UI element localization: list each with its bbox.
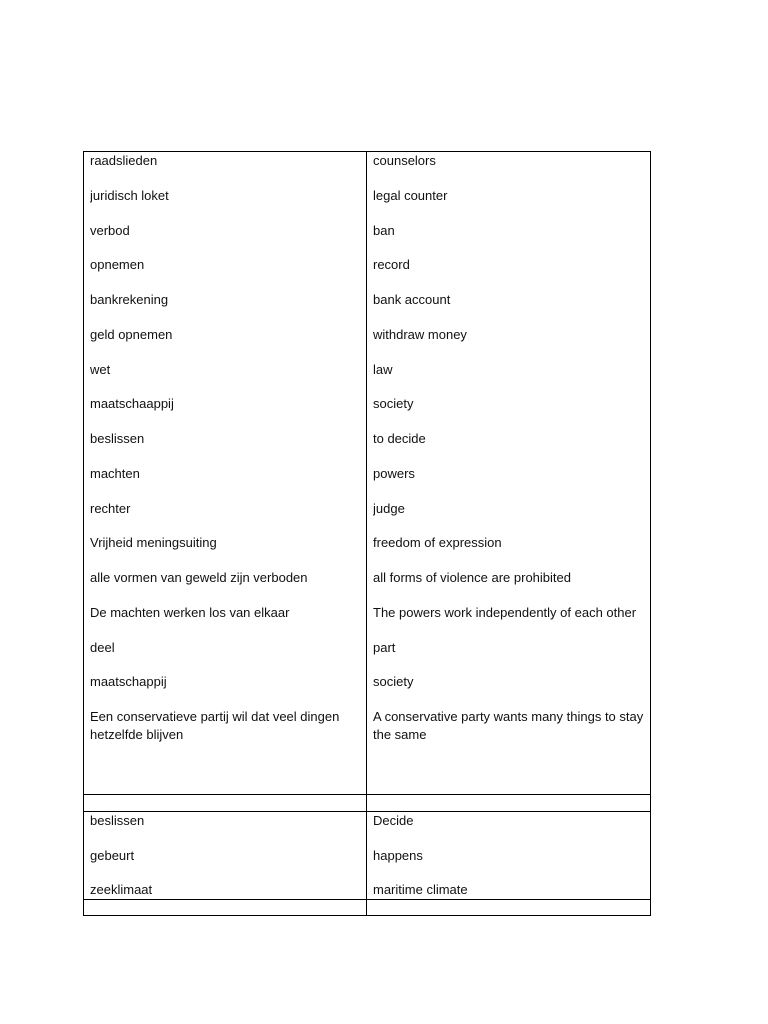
empty-row [84, 795, 651, 812]
dutch-word: beslissen [90, 431, 145, 446]
english-word: withdraw money [373, 326, 467, 342]
english-word: ban [373, 222, 395, 238]
empty-cell [84, 795, 367, 812]
dutch-word: machten [90, 465, 140, 481]
dutch-column-cell [84, 152, 367, 795]
dutch-word: juridisch loket [90, 187, 169, 203]
english-word-list [373, 152, 644, 744]
english-word: legal counter [373, 187, 448, 203]
vocabulary-table [83, 151, 651, 916]
english-word: Decide [373, 813, 414, 828]
dutch-column-cell [84, 812, 367, 900]
dutch-word: zeeklimaat [90, 882, 153, 897]
table-row [84, 812, 651, 900]
english-word: bank account [373, 292, 451, 307]
empty-cell [367, 795, 651, 812]
english-word: all forms of violence are prohibited [373, 570, 571, 585]
dutch-word: Vrijheid meningsuiting [90, 535, 217, 551]
english-word: society [373, 674, 414, 690]
dutch-word-list [90, 152, 360, 744]
english-word: The powers work independently of each other [373, 604, 637, 620]
empty-cell [367, 900, 651, 916]
dutch-word: De machten werken los van elkaar [90, 604, 290, 620]
english-column-cell [367, 812, 651, 900]
english-sentence: A conservative party wants many things to stay the same [373, 709, 644, 743]
english-word: to decide [373, 431, 426, 446]
dutch-word: beslissen [90, 813, 145, 828]
english-word: society [373, 396, 414, 412]
dutch-word: verbod [90, 222, 130, 238]
dutch-word: alle vormen van geweld zijn verboden [90, 570, 308, 585]
dutch-word: raadslieden [90, 153, 158, 168]
english-word: happens [373, 847, 423, 863]
english-word: record [373, 257, 410, 273]
english-word: freedom of expression [373, 535, 502, 551]
dutch-word: opnemen [90, 257, 145, 273]
empty-row [84, 900, 651, 916]
english-column-cell [367, 152, 651, 795]
dutch-word: rechter [90, 500, 131, 516]
english-word: law [373, 361, 393, 377]
dutch-word: deel [90, 639, 115, 655]
english-word: powers [373, 465, 415, 481]
empty-cell [84, 900, 367, 916]
dutch-word: maatschappij [90, 674, 167, 690]
dutch-word-list [90, 812, 360, 899]
dutch-word: maatschaappij [90, 396, 174, 412]
english-word-list [373, 812, 644, 899]
english-word: counselors [373, 153, 436, 168]
table-row [84, 152, 651, 795]
english-word: part [373, 639, 396, 655]
dutch-word: gebeurt [90, 847, 135, 863]
dutch-sentence: Een conservatieve partij wil dat veel dingen hetzelfde blijven [90, 709, 340, 743]
dutch-word: geld opnemen [90, 326, 173, 342]
dutch-word: bankrekening [90, 292, 169, 307]
dutch-word: wet [90, 361, 111, 377]
english-word: maritime climate [373, 882, 468, 897]
english-word: judge [373, 500, 405, 516]
